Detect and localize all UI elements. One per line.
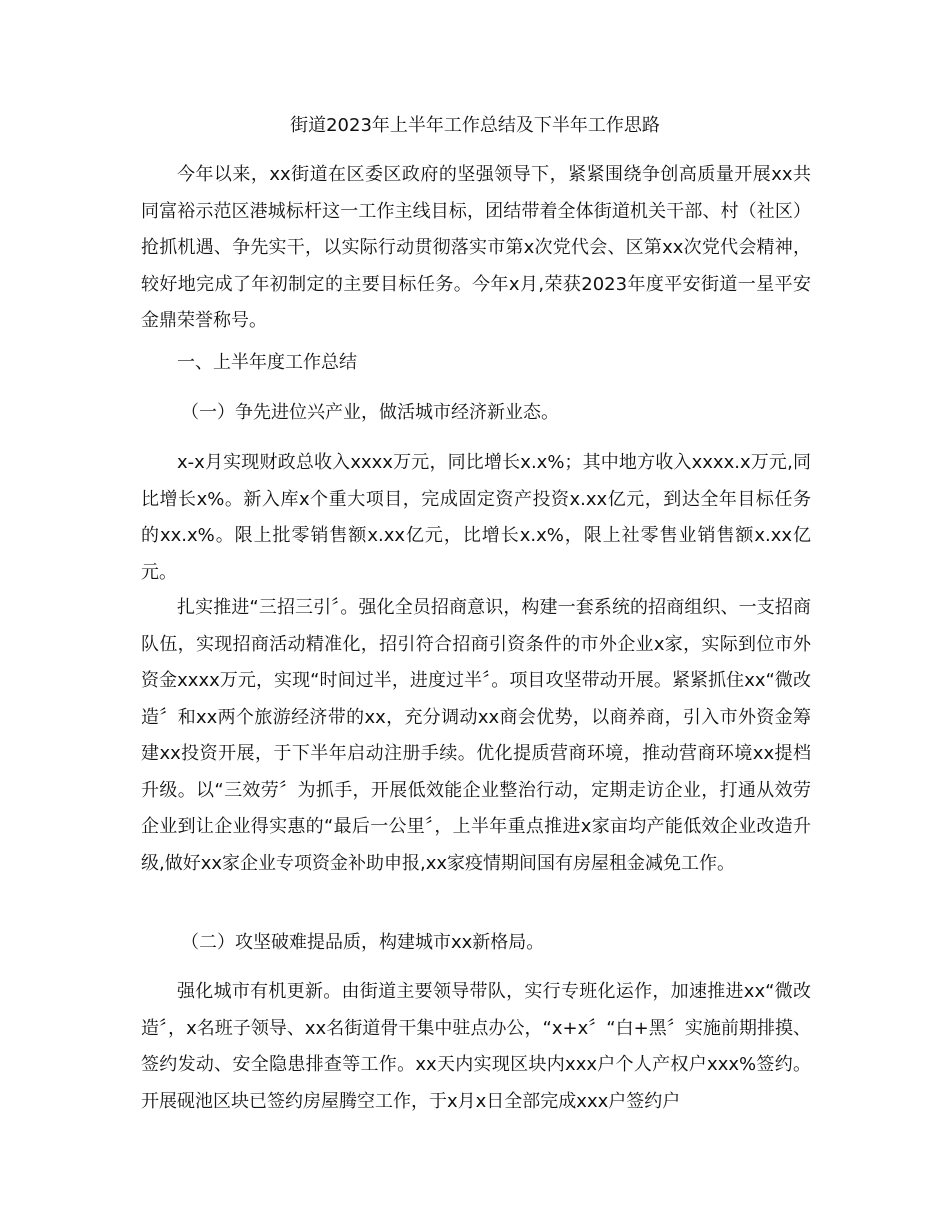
urban-renewal-paragraph: 强化城市有机更新。由街道主要领导带队，实行专班化运作，加速推进xx“微改造〞，x名班子领导、xx名街道骨干集中驻点办公，“x+x〞“白+黑〞实施前期排摸、签约发动、安全隐患排查等工作。xx天内实现区块内xxx户个人产权户xxx%签约。开展砚池区块已签约房屋腾空工作，于x月x日全部完成xxx户签约户 <box>141 981 811 1112</box>
investment-paragraph: 扎实推进“三招三引〞。强化全员招商意识，构建一套系统的招商组织、一支招商队伍，实现招商活动精准化，招引符合招商引资条件的市外企业x家，实际到位市外资金xxxx万元，实现“时间过半，进度过半〞。项目攻坚带动开展。紧紧抓住xx“微改造〞和xx两个旅游经济带的xx，充分调动xx商会优势，以商养商，引入市外资金筹建xx投资开展，于下半年启动注册手续。优化提质营商环境，推动营商环境xx提档升级。以“三效劳〞为抓手，开展低效能企业整治行动，定期走访企业，打通从效劳企业到让企业得实惠的“最后一公里〞，上半年重点推进x家亩均产能低效企业改造升级,做好xx家企业专项资金补助申报,xx家疫情期间国有房屋租金减免工作。 <box>141 597 811 874</box>
section-heading-1: 一、上半年度工作总结 <box>177 352 357 373</box>
finance-paragraph: x-x月实现财政总收入xxxx万元，同比增长x.x%；其中地方收入xxxx.x万元,同比增长x%。新入库x个重大项目，完成固定资产投资x.xx亿元，到达全年目标任务的xx.x%。限上批零销售额x.xx亿元，比增长x.x%，限上社零售业销售额x.xx亿元。 <box>141 452 811 583</box>
subsection-heading-2: （二）攻坚破难提品质，构建城市xx新格局。 <box>181 932 545 953</box>
subsection-heading-1: （一）争先进位兴产业，做活城市经济新业态。 <box>181 402 559 423</box>
document-title: 街道2023年上半年工作总结及下半年工作思路 <box>290 115 660 136</box>
intro-paragraph: 今年以来，xx街道在区委区政府的坚强领导下，紧紧围绕争创高质量开展xx共同富裕示范区港城标杆这一工作主线目标，团结带着全体街道机关干部、村（社区）抢抓机遇、争先实干，以实际行动贯彻落实市第x次党代会、区第xx次党代会精神，较好地完成了年初制定的主要目标任务。今年x月,荣获2023年度平安街道一星平安金鼎荣誉称号。 <box>141 164 811 331</box>
